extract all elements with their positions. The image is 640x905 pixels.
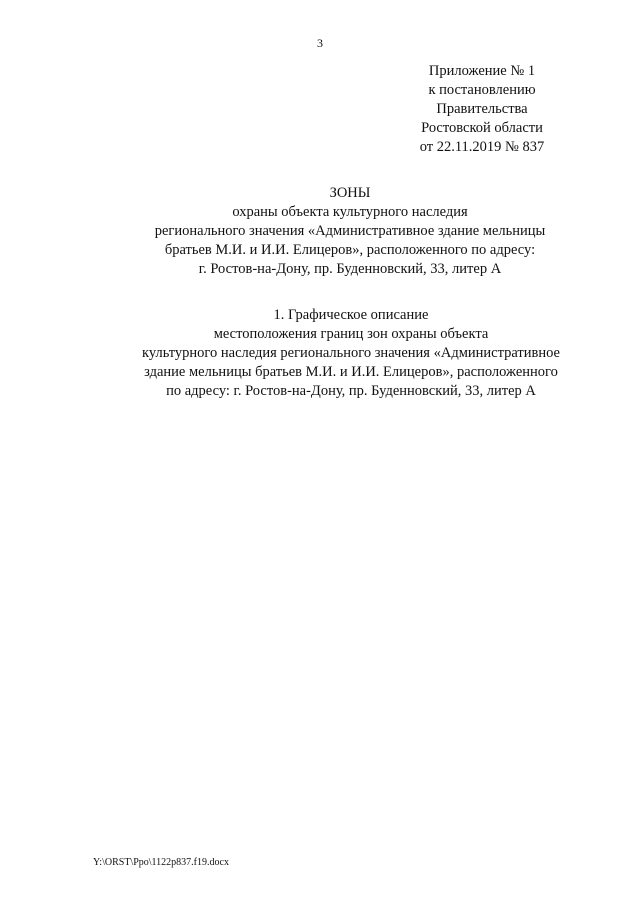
document-title-line: охраны объекта культурного наследия — [232, 204, 468, 220]
appendix-block — [382, 62, 582, 157]
document-title-block — [0, 184, 640, 279]
section-heading-line: местоположения границ зон охраны объекта — [213, 326, 489, 342]
section-heading-line: культурного наследия регионального значения «Административное — [142, 345, 560, 361]
section-heading-line: по адресу: г. Ростов-на-Дону, пр. Буденновский, 33, литер А — [166, 383, 536, 399]
appendix-line: Правительства — [436, 101, 528, 117]
appendix-line: Ростовской области — [421, 120, 543, 136]
appendix-line: к постановлению — [428, 82, 536, 98]
appendix-line: Приложение № 1 — [428, 63, 536, 79]
document-title-line: регионального значения «Административное здание мельницы — [154, 223, 546, 239]
appendix-line: от 22.11.2019 № 837 — [419, 139, 545, 155]
document-title-line: братьев М.И. и И.И. Елицеров», расположенного по адресу: — [164, 242, 536, 258]
footer-file-path: Y:\ORST\Ppo\1122p837.f19.docx — [93, 857, 229, 868]
document-title-line: г. Ростов-на-Дону, пр. Буденновский, 33, литер А — [198, 261, 502, 277]
page-number: 3 — [317, 36, 323, 50]
document-title-heading: ЗОНЫ — [329, 185, 371, 201]
section-heading-line: 1. Графическое описание — [273, 307, 429, 323]
section-heading-line: здание мельницы братьев М.И. и И.И. Елицеров», расположенного — [144, 364, 558, 380]
section-heading-block — [0, 306, 640, 401]
